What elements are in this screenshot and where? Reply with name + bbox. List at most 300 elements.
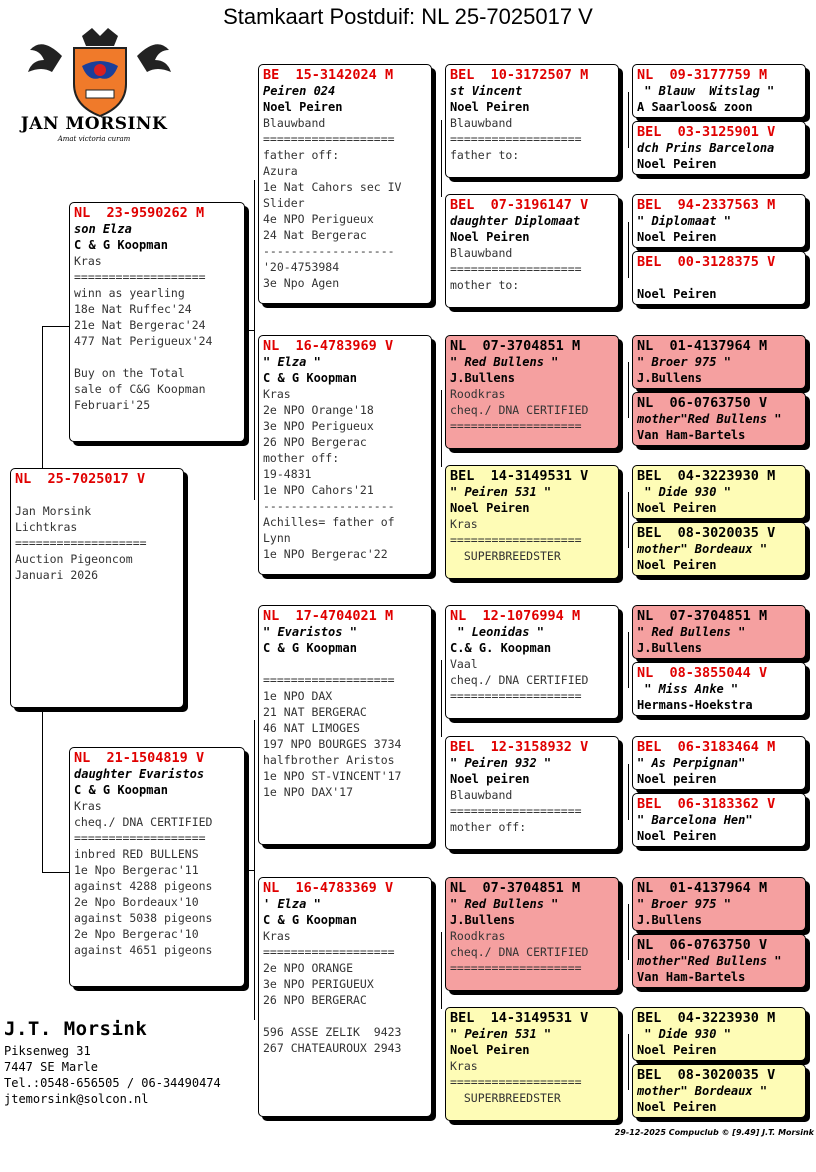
info-line: Auction Pigeoncom [15, 552, 133, 566]
ring-number [637, 608, 801, 624]
breeder-name: Noel peiren [450, 772, 530, 786]
g4-card [632, 121, 806, 175]
ring-number [637, 1067, 801, 1083]
page-title: Stamkaart Postduif: NL 25-7025017 V [223, 4, 593, 29]
ring-number [450, 739, 614, 755]
breeder-name: Noel Peiren [263, 100, 343, 114]
logo-motto: Amat victoria curam [57, 135, 131, 143]
breeder-name: Noel Peiren [450, 100, 530, 114]
ring-country: BEL [450, 468, 475, 484]
breeder-name: Noel Peiren [637, 558, 717, 572]
ring-country: BEL [450, 739, 475, 755]
ring-number [637, 338, 801, 354]
ring-country: NL [450, 608, 467, 624]
breeder-name: Noel Peiren [450, 501, 530, 515]
sex-code: V [767, 254, 776, 270]
breeder-name: C.& G. Koopman [450, 641, 552, 655]
ring-number [637, 796, 801, 812]
info-line: 21e Nat Bergerac'24 [74, 318, 206, 332]
ring-number [263, 67, 427, 83]
connector-line [441, 932, 442, 1009]
ring-id: 08-3020035 [677, 525, 759, 541]
pigeon-name: " Red Bullens " [450, 897, 559, 911]
ring-number [263, 338, 427, 354]
sex-code: M [571, 338, 581, 354]
info-line [263, 656, 427, 672]
ring-number [637, 937, 801, 953]
mother-card [69, 747, 245, 987]
breeder-name: Noel Peiren [637, 157, 717, 171]
pigeon-name: mother"Red Bullens " [637, 954, 782, 968]
connector-line [42, 326, 70, 327]
ring-country: NL [15, 471, 32, 487]
breeder-name: Noel peiren [637, 772, 717, 786]
info-line: against 5038 pigeons [74, 911, 213, 925]
ring-number [637, 395, 801, 411]
breeder-name: J.Bullens [637, 641, 703, 655]
info-line: Slider [263, 196, 305, 210]
ring-id: 06-0763750 [669, 395, 751, 411]
breeder-name: J.Bullens [637, 371, 703, 385]
info-line: Blauwband [450, 246, 513, 260]
pigeon-name: dch Prins Barcelona [637, 141, 775, 155]
info-line: =================== [450, 132, 582, 146]
ring-country: NL [74, 205, 91, 221]
ring-id: 25-7025017 [47, 471, 129, 487]
sex-code: M [758, 67, 768, 83]
ring-id: 12-3158932 [490, 739, 572, 755]
ring-country: BEL [450, 1010, 475, 1026]
sex-code: V [580, 739, 589, 755]
ring-id: 14-3149531 [490, 468, 572, 484]
info-line: Februari'25 [74, 398, 151, 412]
ring-country: NL [74, 750, 91, 766]
mm-card [258, 877, 432, 1117]
connector-line [441, 660, 442, 737]
sex-code: V [580, 468, 589, 484]
ring-number [637, 1010, 801, 1026]
ring-number [450, 67, 614, 83]
sex-code: M [580, 67, 589, 83]
ring-id: 06-3183464 [677, 739, 759, 755]
mf-card [258, 605, 432, 845]
pigeon-name: " Red Bullens " [637, 625, 746, 639]
ring-id: 03-3125901 [677, 124, 759, 140]
sex-code: V [580, 1010, 589, 1026]
info-line: ------------------- [263, 244, 395, 258]
info-line: 19-4831 [263, 467, 312, 481]
logo-name: JAN MORSINK [20, 114, 168, 134]
info-line: Kras [450, 1059, 478, 1073]
info-line: cheq./ DNA CERTIFIED [450, 403, 589, 417]
connector-line [254, 180, 255, 500]
ring-country: NL [637, 880, 654, 896]
pigeon-name: mother"Red Bullens " [637, 412, 782, 426]
info-line: 2e Npo Bergerac'10 [74, 927, 199, 941]
info-line: against 4288 pigeons [74, 879, 213, 893]
ring-number [450, 468, 614, 484]
breeder-name: C & G Koopman [74, 783, 168, 797]
father-card [69, 202, 245, 442]
info-line: 26 NPO Bergerac [263, 435, 367, 449]
ring-country: NL [637, 608, 654, 624]
pigeon-name [637, 270, 801, 286]
g4-card [632, 877, 806, 931]
info-line: =================== [450, 689, 582, 703]
g3-card [445, 1007, 619, 1121]
ring-number [74, 205, 240, 221]
info-line: Azura [263, 164, 298, 178]
pigeon-name: " Blauw Witslag " [637, 84, 775, 98]
ring-country: BEL [637, 254, 662, 270]
info-line: =================== [263, 945, 395, 959]
ring-id: 00-3128375 [677, 254, 759, 270]
info-line: Buy on the Total [74, 366, 185, 380]
sex-code: V [758, 937, 768, 953]
info-line: SUPERBREEDSTER [450, 549, 561, 563]
info-line: 1e Nat Cahors sec IV [263, 180, 402, 194]
sex-code: V [195, 750, 205, 766]
g4-card [632, 251, 806, 305]
ring-id: 07-3704851 [669, 608, 751, 624]
ring-country: BEL [637, 796, 662, 812]
ring-country: NL [637, 395, 654, 411]
ring-country: NL [450, 880, 467, 896]
ring-country: NL [637, 937, 654, 953]
info-line: Blauwband [450, 116, 513, 130]
info-line: Lichtkras [15, 520, 78, 534]
ring-number [450, 338, 614, 354]
info-line: =================== [74, 831, 206, 845]
ring-country: BEL [637, 525, 662, 541]
ring-country: NL [263, 338, 280, 354]
pigeon-name: " Elza " [263, 355, 321, 369]
breeder-name: C & G Koopman [263, 641, 357, 655]
sex-code: V [767, 796, 776, 812]
info-line: mother off: [450, 820, 527, 834]
breeder-name: Noel Peiren [637, 287, 717, 301]
info-line: Kras [263, 929, 291, 943]
info-line: Blauwband [263, 116, 326, 130]
breeder-name: C & G Koopman [263, 371, 357, 385]
info-line: Kras [74, 254, 102, 268]
info-line: against 4651 pigeons [74, 943, 213, 957]
pigeon-name: " Dide 930 " [637, 485, 731, 499]
info-line: Vaal [450, 657, 478, 671]
ring-country: BEL [450, 67, 475, 83]
sex-code: M [767, 739, 776, 755]
info-line: ------------------- [263, 499, 395, 513]
ring-country: NL [450, 338, 467, 354]
info-line: =================== [450, 804, 582, 818]
pigeon-name: " Peiren 932 " [450, 756, 552, 770]
ring-number [450, 197, 614, 213]
g3-card [445, 64, 619, 178]
sex-code: M [758, 880, 768, 896]
info-line: cheq./ DNA CERTIFIED [450, 673, 589, 687]
breeder-name: J.Bullens [450, 913, 516, 927]
info-line: sale of C&G Koopman [74, 382, 206, 396]
ring-country: BEL [637, 1067, 662, 1083]
pigeon-name: " As Perpignan" [637, 756, 746, 770]
info-line: father to: [450, 148, 520, 162]
sex-code: M [571, 880, 581, 896]
g4-card [632, 64, 806, 118]
connector-line [628, 904, 629, 960]
ring-number [637, 197, 801, 213]
sex-code: M [767, 468, 776, 484]
ring-number [74, 750, 240, 766]
info-line: 24 Nat Bergerac [263, 228, 367, 242]
ring-id: 06-3183362 [677, 796, 759, 812]
breeder-name: Noel Peiren [450, 1043, 530, 1057]
info-line: 2e NPO ORANGE [263, 961, 354, 975]
connector-line [441, 120, 442, 197]
sex-code: M [758, 338, 768, 354]
connector-line [628, 1034, 629, 1090]
ring-number [450, 880, 614, 896]
info-line: =================== [450, 419, 582, 433]
info-line: 26 NPO BERGERAC [263, 993, 367, 1007]
info-line: Kras [450, 517, 478, 531]
ring-id: 07-3704851 [482, 880, 564, 896]
ring-id: 01-4137964 [669, 338, 751, 354]
info-line: 197 NPO BOURGES 3734 [263, 737, 402, 751]
breeder-name: Noel Peiren [637, 501, 717, 515]
g3-card [445, 736, 619, 850]
ring-id: 06-0763750 [669, 937, 751, 953]
pigeon-name: son Elza [74, 222, 132, 236]
ring-number [450, 1010, 614, 1026]
connector-line [246, 330, 254, 331]
g4-card [632, 605, 806, 659]
sex-code: V [758, 665, 768, 681]
info-line: inbred RED BULLENS [74, 847, 199, 861]
pigeon-name: " Dide 930 " [637, 1027, 731, 1041]
info-line [263, 1008, 427, 1024]
pigeon-name: mother" Bordeaux " [637, 1084, 768, 1098]
pigeon-name: ' Elza " [263, 897, 321, 911]
info-line: SUPERBREEDSTER [450, 1091, 561, 1105]
info-line: cheq./ DNA CERTIFIED [450, 945, 589, 959]
ring-country: BEL [637, 124, 662, 140]
info-line: 3e Npo Agen [263, 276, 340, 290]
ring-id: 07-3704851 [482, 338, 564, 354]
owner-email: jtemorsink@solcon.nl [4, 1092, 149, 1106]
connector-line [628, 492, 629, 548]
sex-code: V [384, 880, 394, 896]
info-line: 267 CHATEAUROUX 2943 [263, 1041, 402, 1055]
breeder-name: A Saarloos& zoon [637, 100, 753, 114]
breeder-name: Noel Peiren [637, 1043, 717, 1057]
info-line: =================== [74, 270, 206, 284]
g3-card [445, 605, 619, 719]
info-line: '20-4753984 [263, 260, 340, 274]
sex-code: M [571, 608, 581, 624]
breeder-name: Noel Peiren [637, 230, 717, 244]
ring-id: 08-3020035 [677, 1067, 759, 1083]
ring-id: 01-4137964 [669, 880, 751, 896]
info-line: Achilles= father of [263, 515, 395, 529]
breeder-name: Van Ham-Bartels [637, 428, 746, 442]
ring-id: 14-3149531 [490, 1010, 572, 1026]
connector-line [628, 632, 629, 688]
connector-line [254, 720, 255, 1020]
info-line: 2e NPO Orange'18 [263, 403, 374, 417]
ring-country: BEL [637, 468, 662, 484]
owner-street: Piksenweg 31 [4, 1044, 91, 1058]
ring-country: BEL [637, 197, 662, 213]
g4-card [632, 934, 806, 988]
pigeon-name: " Miss Anke " [637, 682, 739, 696]
pigeon-name: " Evaristos " [263, 625, 357, 639]
connector-line [628, 764, 629, 820]
info-line: Lynn [263, 531, 291, 545]
g4-card [632, 392, 806, 446]
breeder-name: C & G Koopman [263, 913, 357, 927]
info-line: Jan Morsink [15, 504, 92, 518]
ring-country: NL [263, 880, 280, 896]
ring-number [637, 739, 801, 755]
info-line: 1e NPO ST-VINCENT'17 [263, 769, 402, 783]
info-line: Roodkras [450, 387, 506, 401]
breeder-name: Noel Peiren [637, 829, 717, 843]
info-line: mother off: [263, 451, 340, 465]
ring-id: 16-4783369 [295, 880, 377, 896]
pigeon-name: " Barcelona Hen" [637, 813, 753, 827]
pigeon-name: " Leonidas " [450, 625, 544, 639]
ring-number [637, 254, 801, 270]
pigeon-name: " Diplomaat " [637, 214, 731, 228]
info-line: 2e Npo Bordeaux'10 [74, 895, 199, 909]
g4-card [632, 522, 806, 576]
ring-country: NL [637, 665, 654, 681]
sex-code: M [384, 67, 394, 83]
breeder-name: Van Ham-Bartels [637, 970, 746, 984]
info-line: Blauwband [450, 788, 513, 802]
breeder-name: J.Bullens [637, 913, 703, 927]
ring-id: 15-3142024 [295, 67, 377, 83]
connector-line [42, 326, 43, 468]
info-line: 1e NPO Cahors'21 [263, 483, 374, 497]
sex-code: V [384, 338, 394, 354]
ring-number [637, 468, 801, 484]
sex-code: V [767, 1067, 776, 1083]
pigeon-name: " Red Bullens " [450, 355, 559, 369]
connector-line [628, 92, 629, 148]
owner-city: 7447 SE Marle [4, 1060, 98, 1074]
info-line [15, 487, 179, 503]
info-line: =================== [263, 673, 395, 687]
info-line: Januari 2026 [15, 568, 99, 582]
g4-card [632, 194, 806, 248]
pigeon-name: " Peiren 531 " [450, 1027, 552, 1041]
ring-id: 23-9590262 [106, 205, 188, 221]
pigeon-name: " Peiren 531 " [450, 485, 552, 499]
ring-id: 16-4783969 [295, 338, 377, 354]
ring-id: 08-3855044 [669, 665, 751, 681]
ring-number [637, 67, 801, 83]
ring-id: 94-2337563 [677, 197, 759, 213]
pigeon-name: Peiren 024 [263, 84, 336, 98]
info-line: 1e NPO DAX'17 [263, 785, 354, 799]
info-line: 3e NPO PERIGUEUX [263, 977, 374, 991]
g4-card [632, 1064, 806, 1118]
pigeon-name: daughter Evaristos [74, 767, 205, 781]
g4-card [632, 1007, 806, 1061]
info-line: 477 Nat Perigueux'24 [74, 334, 213, 348]
pigeon-name: daughter Diplomaat [450, 214, 581, 228]
owner-name: J.T. Morsink [4, 1018, 148, 1040]
info-line: winn as yearling [74, 286, 185, 300]
pigeon-name: st Vincent [450, 84, 523, 98]
ring-country: BE [263, 67, 280, 83]
g3-card [445, 877, 619, 991]
ring-id: 07-3196147 [490, 197, 572, 213]
info-line: 1e NPO DAX [263, 689, 333, 703]
g4-card [632, 662, 806, 716]
info-line: father off: [263, 148, 340, 162]
ring-number [15, 471, 179, 487]
ring-country: BEL [637, 739, 662, 755]
g4-card [632, 793, 806, 847]
info-line: halfbrother Aristos [263, 753, 395, 767]
g4-card [632, 736, 806, 790]
connector-line [42, 712, 43, 872]
info-line: =================== [263, 132, 395, 146]
g3-card [445, 465, 619, 579]
ring-id: 04-3223930 [677, 1010, 759, 1026]
connector-line [246, 870, 254, 871]
sex-code: V [767, 124, 776, 140]
info-line: 1e NPO Bergerac'22 [263, 547, 388, 561]
ring-number [450, 608, 614, 624]
sex-code: V [580, 197, 589, 213]
sex-code: V [767, 525, 776, 541]
info-line: 18e Nat Ruffec'24 [74, 302, 192, 316]
connector-line [441, 390, 442, 467]
info-line [74, 349, 240, 365]
ring-number [637, 880, 801, 896]
ring-id: 21-1504819 [106, 750, 188, 766]
info-line: 46 NAT LIMOGES [263, 721, 360, 735]
g4-card [632, 335, 806, 389]
ring-country: BEL [450, 197, 475, 213]
ring-number [263, 880, 427, 896]
ring-number [637, 124, 801, 140]
ring-number [637, 525, 801, 541]
sex-code: M [767, 1010, 776, 1026]
info-line: 1e Npo Bergerac'11 [74, 863, 199, 877]
footer-credit: 29-12-2025 Compuclub © [9.49] J.T. Morsink [614, 1128, 814, 1137]
subject-card [10, 468, 184, 708]
pigeon-name: " Broer 975 " [637, 355, 731, 369]
info-line: =================== [450, 961, 582, 975]
pigeon-name: " Broer 975 " [637, 897, 731, 911]
info-line: 3e NPO Perigueux [263, 419, 374, 433]
ring-id: 04-3223930 [677, 468, 759, 484]
info-line: 4e NPO Perigueux [263, 212, 374, 226]
info-line: mother to: [450, 278, 520, 292]
info-line: Roodkras [450, 929, 506, 943]
info-line: =================== [450, 262, 582, 276]
breeder-name: C & G Koopman [74, 238, 168, 252]
breeder-name: Noel Peiren [450, 230, 530, 244]
ring-id: 09-3177759 [669, 67, 751, 83]
ring-id: 17-4704021 [295, 608, 377, 624]
connector-line [628, 222, 629, 278]
ring-country: NL [263, 608, 280, 624]
